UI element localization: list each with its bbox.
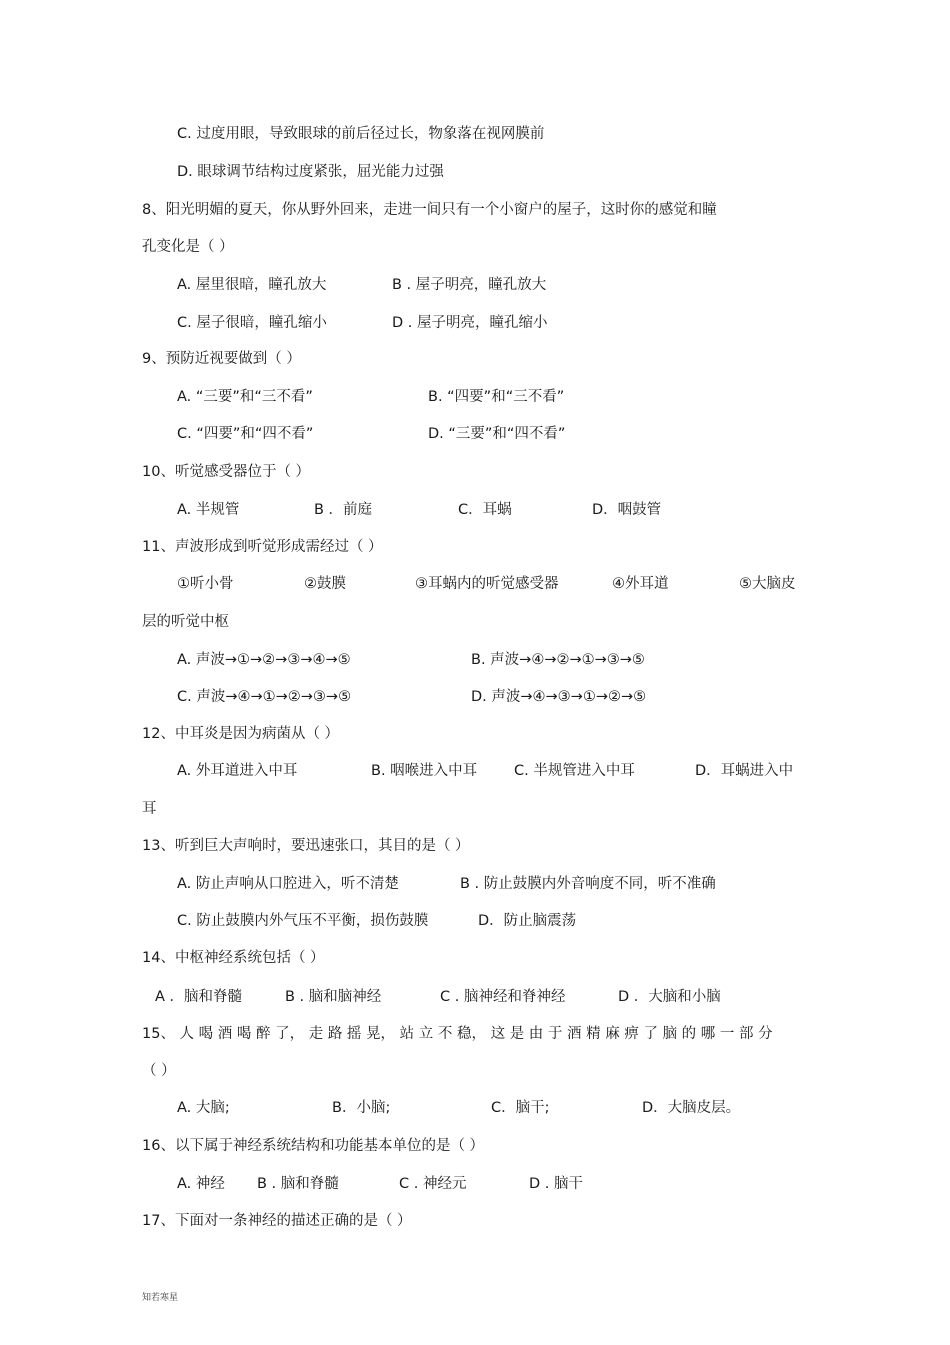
option-c: C．脑干; xyxy=(491,1100,550,1116)
option-c: C. “四要”和“四不看” xyxy=(177,426,314,442)
option-d: D . 屋子明亮，瞳孔缩小 xyxy=(392,315,548,331)
question-15-cont: （ ） xyxy=(142,1063,176,1079)
option-d: D．咽鼓管 xyxy=(592,502,662,518)
option-7d: D. 眼球调节结构过度紧张，屈光能力过强 xyxy=(177,164,444,180)
options-13-cd xyxy=(177,911,576,931)
options-11-ab xyxy=(177,650,645,670)
option-c: C. 声波→④→①→②→③→⑤ xyxy=(177,689,352,705)
option-c: C. 防止鼓膜内外气压不平衡，损伤鼓膜 xyxy=(177,913,429,929)
question-8-cont: 孔变化是（ ） xyxy=(142,239,234,255)
option-b: B. 咽喉进入中耳 xyxy=(371,763,478,779)
option-c: C．耳蜗 xyxy=(458,502,512,518)
item-3: ③耳蜗内的听觉感受器 xyxy=(415,576,559,592)
options-11-cd xyxy=(177,687,646,707)
options-16 xyxy=(177,1174,583,1194)
option-7c: C. 过度用眼，导致眼球的前后径过长，物象落在视网膜前 xyxy=(177,126,545,142)
option-b: B．小脑; xyxy=(332,1100,391,1116)
option-c: C. 半规管进入中耳 xyxy=(514,763,635,779)
question-14: 14、中枢神经系统包括（ ） xyxy=(142,950,325,966)
option-a: A. 屋里很暗，瞳孔放大 xyxy=(177,277,327,293)
question-10: 10、听觉感受器位于（ ） xyxy=(142,464,311,480)
question-13: 13、听到巨大声响时，要迅速张口，其目的是（ ） xyxy=(142,838,470,854)
item-4: ④外耳道 xyxy=(612,576,669,592)
options-8-cd xyxy=(177,313,548,333)
option-d: D．防止脑震荡 xyxy=(478,913,577,929)
option-b: B . 脑和脊髓 xyxy=(257,1176,339,1192)
options-9-cd xyxy=(177,424,565,444)
question-16: 16、以下属于神经系统结构和功能基本单位的是（ ） xyxy=(142,1138,485,1154)
question-11: 11、声波形成到听觉形成需经过（ ） xyxy=(142,539,383,555)
option-a: A. 半规管 xyxy=(177,502,240,518)
question-9: 9、预防近视要做到（ ） xyxy=(142,351,301,367)
options-14 xyxy=(155,987,721,1007)
options-8-ab xyxy=(177,275,546,295)
option-d: D. 声波→④→③→①→②→⑤ xyxy=(471,689,647,705)
question-8: 8、阳光明媚的夏天，你从野外回来，走进一间只有一个小窗户的屋子，这时你的感觉和瞳 xyxy=(142,202,717,218)
option-c: C . 神经元 xyxy=(399,1176,467,1192)
option-a: A. 外耳道进入中耳 xyxy=(177,763,298,779)
question-15: 15、 人 喝 酒 喝 醉 了， 走 路 摇 晃， 站 立 不 稳， 这 是 由 于 酒 精 麻 痹 了 脑 的 哪 一 部 分 xyxy=(142,1026,773,1042)
option-c: C. 屋子很暗，瞳孔缩小 xyxy=(177,315,327,331)
items-11 xyxy=(177,574,796,594)
option-b: B ．前庭 xyxy=(314,502,373,518)
options-10 xyxy=(177,500,661,520)
option-a: A. 防止声响从口腔进入，听不清楚 xyxy=(177,876,399,892)
option-d: D. “三要”和“四不看” xyxy=(428,426,566,442)
options-13-ab xyxy=(177,874,716,894)
options-12-cont: 耳 xyxy=(142,801,157,817)
option-d: D．耳蜗进入中 xyxy=(695,763,794,779)
option-a: A. 神经 xyxy=(177,1176,225,1192)
option-a: A ．脑和脊髓 xyxy=(155,989,243,1005)
option-a: A. 声波→①→②→③→④→⑤ xyxy=(177,652,351,668)
option-c: C . 脑神经和脊神经 xyxy=(440,989,566,1005)
item-5: ⑤大脑皮 xyxy=(739,576,796,592)
option-b: B . 防止鼓膜内外音响度不同，听不准确 xyxy=(460,876,716,892)
option-b: B. “四要”和“三不看” xyxy=(428,389,565,405)
item-1: ①听小骨 xyxy=(177,576,234,592)
option-b: B . 脑和脑神经 xyxy=(285,989,382,1005)
option-a: A. 大脑; xyxy=(177,1100,230,1116)
options-9-ab xyxy=(177,387,564,407)
option-a: A. “三要”和“三不看” xyxy=(177,389,313,405)
footer-text: 知若寒星 xyxy=(142,1293,179,1303)
question-12: 12、中耳炎是因为病菌从（ ） xyxy=(142,726,340,742)
options-12 xyxy=(177,761,793,781)
items-11-cont: 层的听觉中枢 xyxy=(142,614,229,630)
option-d: D . 脑干 xyxy=(529,1176,583,1192)
options-15 xyxy=(177,1098,740,1118)
question-17: 17、下面对一条神经的描述正确的是（ ） xyxy=(142,1213,412,1229)
option-d: D ．大脑和小脑 xyxy=(618,989,721,1005)
option-b: B. 声波→④→②→①→③→⑤ xyxy=(471,652,645,668)
option-d: D．大脑皮层。 xyxy=(642,1100,741,1116)
item-2: ②鼓膜 xyxy=(304,576,346,592)
option-b: B . 屋子明亮，瞳孔放大 xyxy=(392,277,547,293)
